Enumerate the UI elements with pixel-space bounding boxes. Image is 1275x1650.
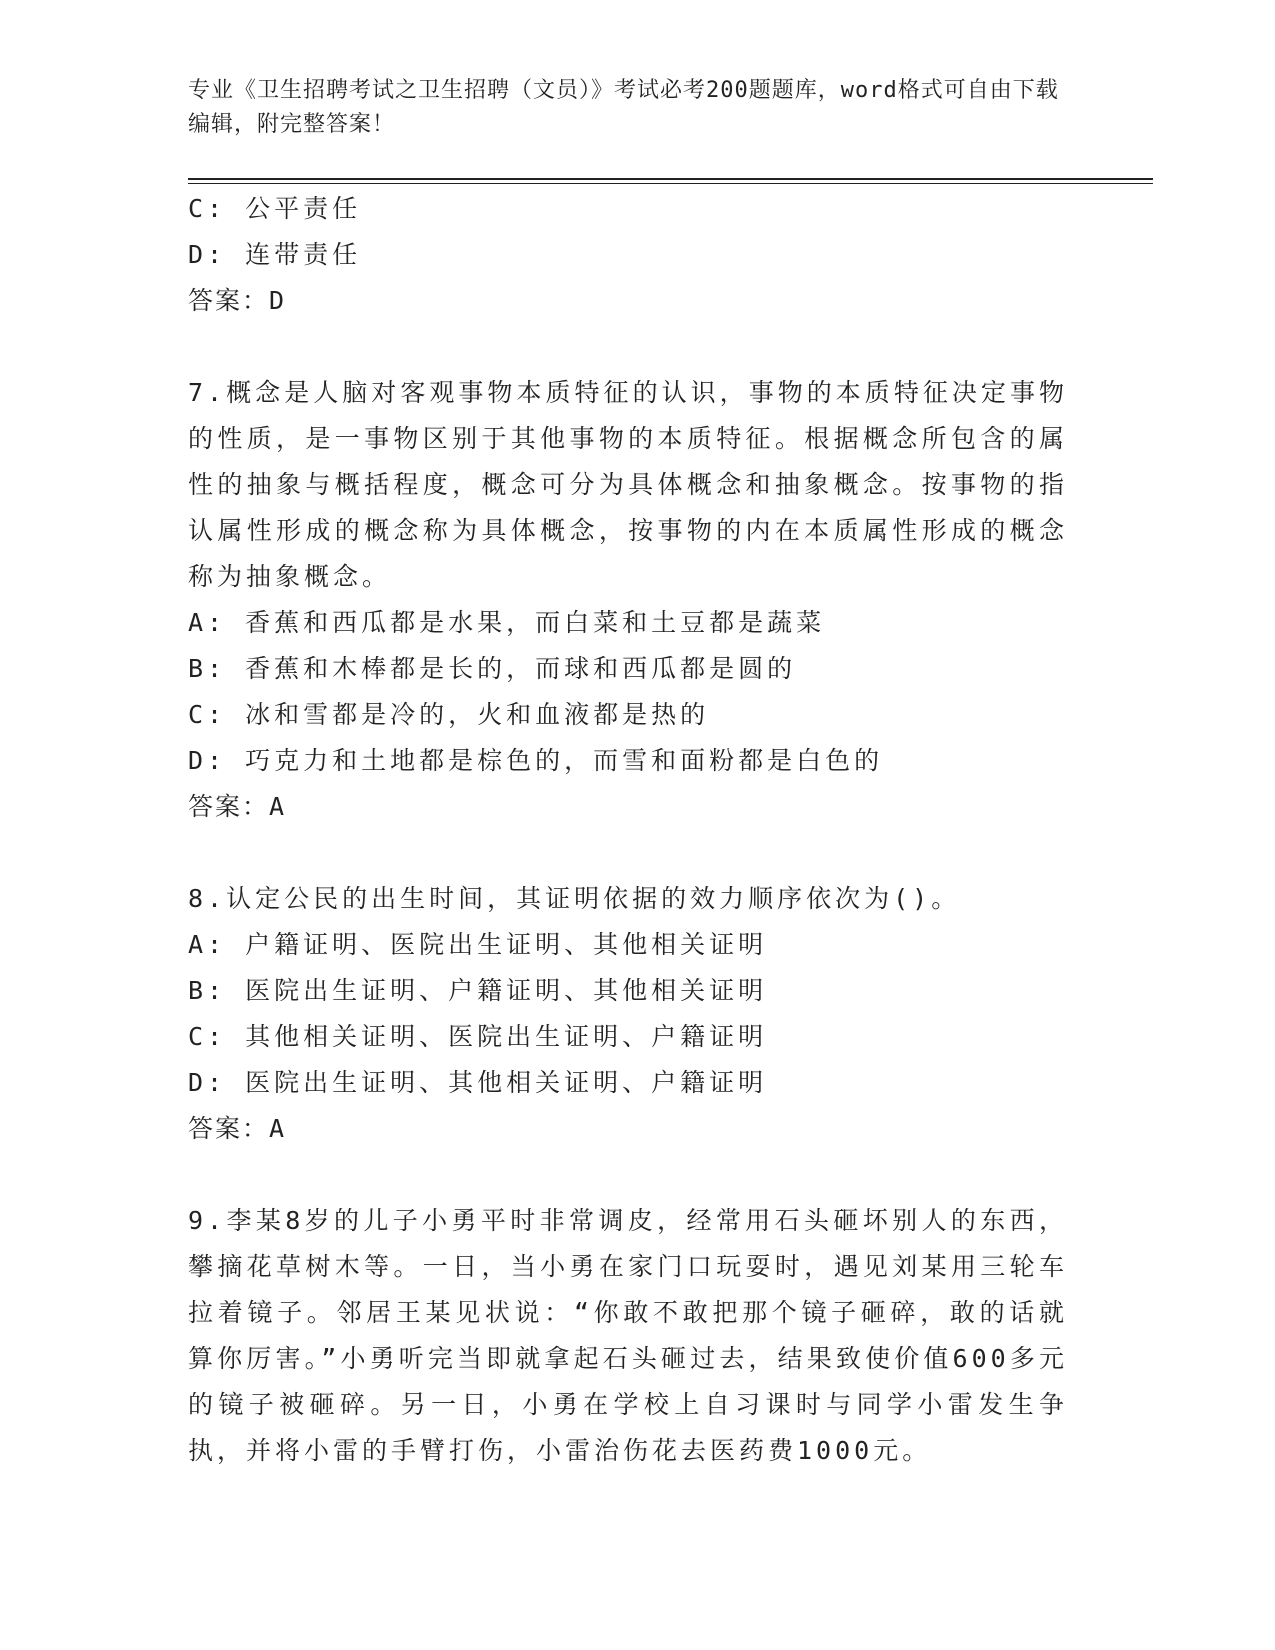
q7-answer: 答案：A xyxy=(188,792,287,821)
q6-option-d: D: 连带责任 xyxy=(188,240,362,269)
q8-option-c: C: 其他相关证明、医院出生证明、户籍证明 xyxy=(188,1022,768,1051)
q9-question: 9.李某8岁的儿子小勇平时非常调皮，经常用石头砸坏别人的东西，攀摘花草树木等。一日，当小勇在家门口玩耍时，遇见刘某用三轮车拉着镜子。邻居王某见状说：“你敢不敢把那个镜子砸碎，敢的话就算你厉害。”小勇听完当即就拿起石头砸过去，结果致使价值600多元的镜子被砸碎。另一日，小勇在学校上自习课时与同学小雷发生争执，并将小雷的手臂打伤，小雷治伤花去医药费1000元。 xyxy=(188,1206,1068,1465)
q7-option-d: D: 巧克力和土地都是棕色的，而雪和面粉都是白色的 xyxy=(188,746,884,775)
spacer xyxy=(188,830,1068,876)
q7-option-b: B: 香蕉和木棒都是长的，而球和西瓜都是圆的 xyxy=(188,654,797,683)
q8-option-a: A: 户籍证明、医院出生证明、其他相关证明 xyxy=(188,930,768,959)
header-rule-thin xyxy=(188,183,1153,184)
q8-option-d: D: 医院出生证明、其他相关证明、户籍证明 xyxy=(188,1068,768,1097)
document-header: 专业《卫生招聘考试之卫生招聘（文员）》考试必考200题题库，word格式可自由下载编辑，附完整答案！ xyxy=(188,78,1059,137)
q8-option-b: B: 医院出生证明、户籍证明、其他相关证明 xyxy=(188,976,768,1005)
spacer xyxy=(188,1152,1068,1198)
q7-question: 7.概念是人脑对客观事物本质特征的认识，事物的本质特征决定事物的性质，是一事物区别于其他事物的本质特征。根据概念所包含的属性的抽象与概括程度，概念可分为具体概念和抽象概念。按事物的指认属性形成的概念称为具体概念，按事物的内在本质属性形成的概念称为抽象概念。 xyxy=(188,378,1068,591)
document-body xyxy=(188,186,1068,1474)
q7-option-c: C: 冰和雪都是冷的，火和血液都是热的 xyxy=(188,700,710,729)
spacer xyxy=(188,324,1068,370)
q8-answer: 答案：A xyxy=(188,1114,287,1143)
q6-option-c: C: 公平责任 xyxy=(188,194,362,223)
q6-answer: 答案：D xyxy=(188,286,287,315)
q7-option-a: A: 香蕉和西瓜都是水果，而白菜和土豆都是蔬菜 xyxy=(188,608,826,637)
header-rule-thick xyxy=(188,178,1153,180)
q8-question: 8.认定公民的出生时间，其证明依据的效力顺序依次为()。 xyxy=(188,884,961,913)
